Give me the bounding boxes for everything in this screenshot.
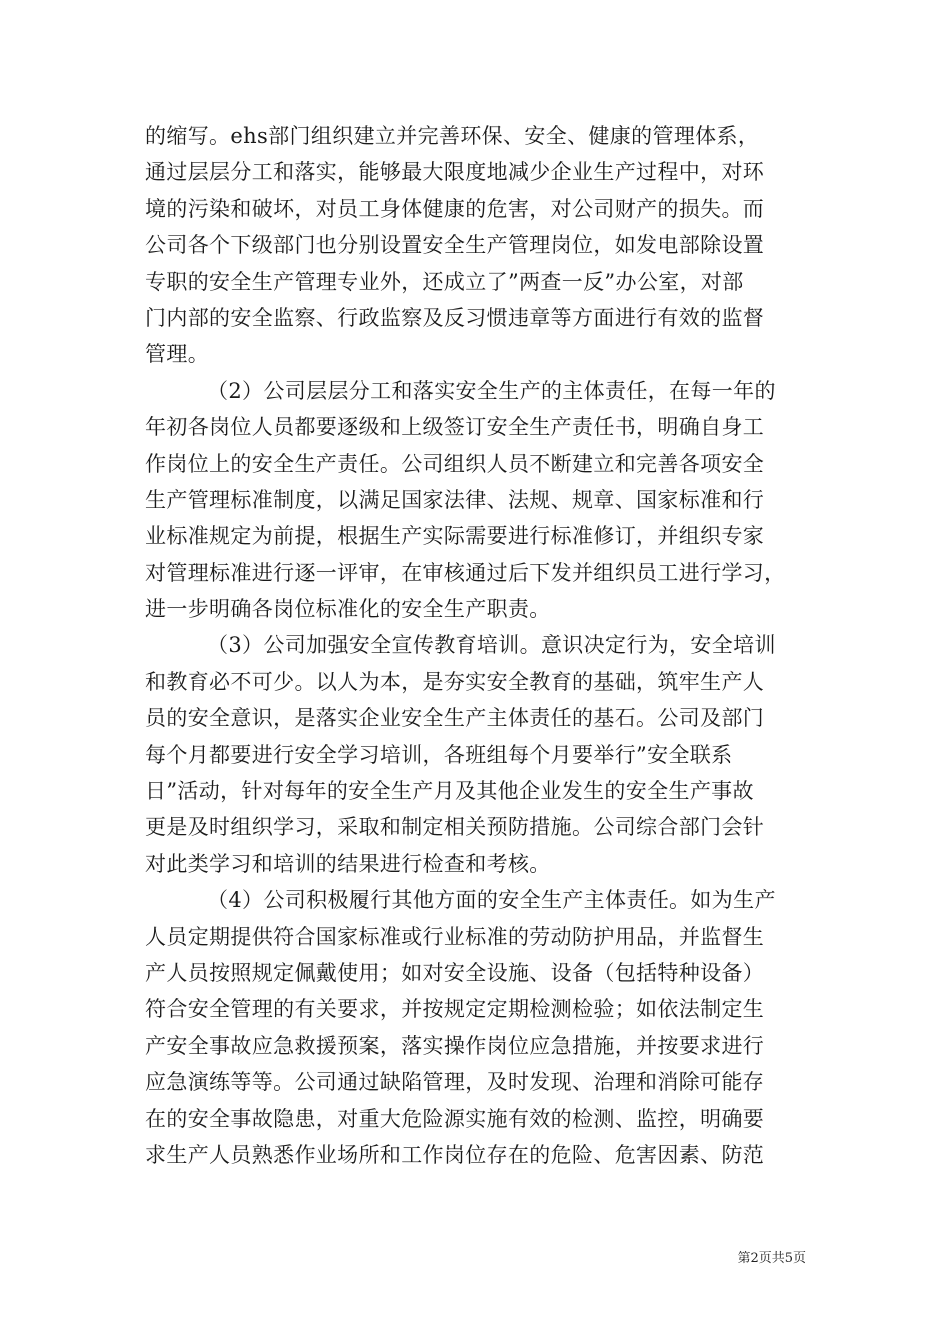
text-line: （2）公司层层分工和落实安全生产的主体责任，在每一年的: [207, 378, 776, 403]
text-line: 和教育必不可少。以人为本，是夯实安全教育的基础，筑牢生产人: [145, 669, 765, 694]
text-line: 在的安全事故隐患，对重大危险源实施有效的检测、监控，明确要: [145, 1106, 765, 1131]
text-line: 生产管理标准制度，以满足国家法律、法规、规章、国家标准和行: [145, 487, 765, 512]
text-line: 公司各个下级部门也分别设置安全生产管理岗位，如发电部除设置: [145, 233, 765, 258]
paragraph-intro-continued: [145, 118, 809, 373]
text-line: 每个月都要进行安全学习培训，各班组每个月要举行”安全联系: [145, 742, 733, 767]
text-line: 员的安全意识，是落实企业安全生产主体责任的基石。公司及部门: [145, 706, 765, 731]
text-line: 符合安全管理的有关要求，并按规定定期检测检验；如依法制定生: [145, 997, 765, 1022]
text-line: 业标准规定为前提，根据生产实际需要进行标准修订，并组织专家: [145, 524, 765, 549]
text-line: 产人员按照规定佩戴使用；如对安全设施、设备（包括特种设备）: [145, 960, 765, 985]
text-line: 管理。: [145, 342, 210, 367]
text-line: （3）公司加强安全宣传教育培训。意识决定行为，安全培训: [207, 633, 776, 658]
text-line: 人员定期提供符合国家标准或行业标准的劳动防护用品，并监督生: [145, 924, 765, 949]
paragraph-point-4: [145, 882, 809, 1173]
text-line: 更是及时组织学习，采取和制定相关预防措施。公司综合部门会针: [145, 815, 765, 840]
text-line: 对此类学习和培训的结果进行检查和考核。: [145, 851, 551, 876]
paragraph-point-3: [145, 627, 809, 882]
text-line: （4）公司积极履行其他方面的安全生产主体责任。如为生产: [207, 888, 776, 913]
text-line: 境的污染和破坏，对员工身体健康的危害，对公司财产的损失。而: [145, 196, 765, 221]
text-line: 专职的安全生产管理专业外，还成立了”两查一反”办公室，对部: [145, 269, 744, 294]
paragraph-point-2: [145, 373, 809, 628]
text-line: 门内部的安全监察、行政监察及反习惯违章等方面进行有效的监督: [145, 305, 765, 330]
text-line: 对管理标准进行逐一评审，在审核通过后下发并组织员工进行学习，: [145, 560, 786, 585]
text-line: 作岗位上的安全生产责任。公司组织人员不断建立和完善各项安全: [145, 451, 765, 476]
text-line: 日”活动，针对每年的安全生产月及其他企业发生的安全生产事故: [145, 779, 754, 804]
text-line: 通过层层分工和落实，能够最大限度地减少企业生产过程中，对环: [145, 160, 765, 185]
text-line: 产安全事故应急救援预案，落实操作岗位应急措施，并按要求进行: [145, 1033, 765, 1058]
text-line: 的缩写。ehs部门组织建立并完善环保、安全、健康的管理体系，: [145, 124, 760, 148]
text-line: 年初各岗位人员都要逐级和上级签订安全生产责任书，明确自身工: [145, 415, 765, 440]
document-body: [145, 118, 809, 1173]
text-line: 进一步明确各岗位标准化的安全生产职责。: [145, 597, 551, 622]
text-line: 求生产人员熟悉作业场所和工作岗位存在的危险、危害因素、防范: [145, 1142, 765, 1167]
page-number: 第2页共5页: [737, 1251, 806, 1266]
text-line: 应急演练等等。公司通过缺陷管理，及时发现、治理和消除可能存: [145, 1070, 765, 1095]
